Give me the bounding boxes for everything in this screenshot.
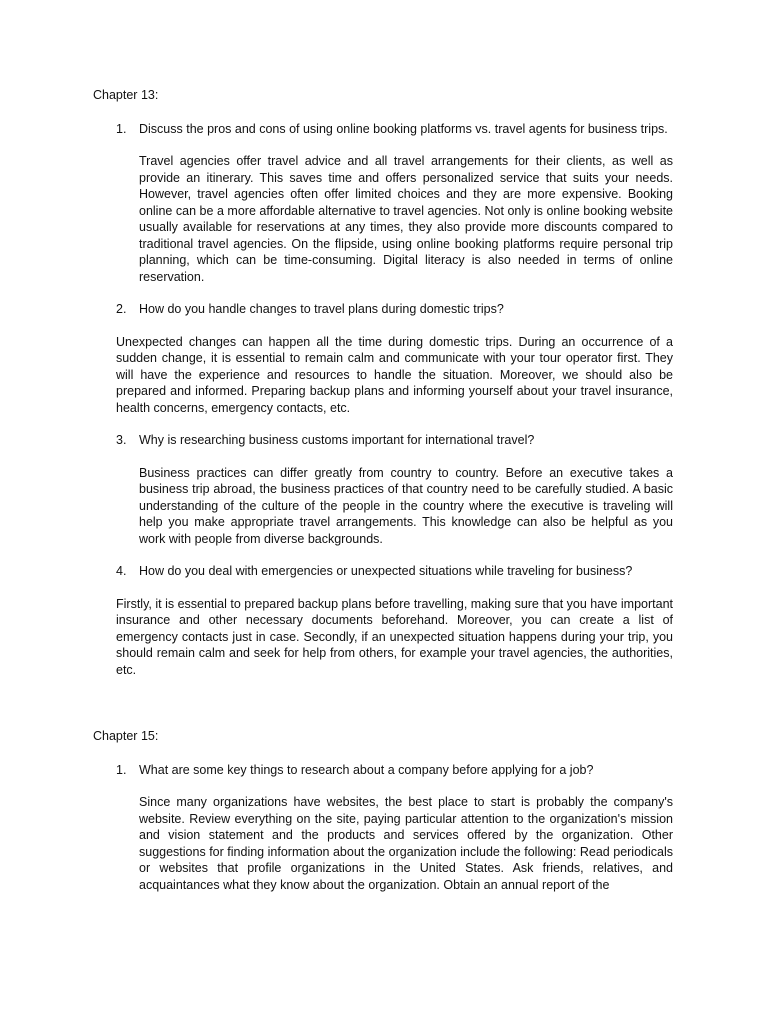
question-number: 4. (116, 564, 127, 578)
chapter-15-answer-1: Since many organizations have websites, the best place to start is probably the company's website. Review everything on the site, paying particular attention to the organization's mission and vision statement and the products and services offered by the organization. Other suggestions for finding information about the organization include the following: Read periodicals or websites that profile organizations in the United States. Ask friends, relatives, and acquaintances what they know about the organization. Obtain an annual report of the (139, 795, 673, 892)
question-text: Why is researching business customs important for international travel? (139, 433, 535, 447)
chapter-13-answer-1: Travel agencies offer travel advice and all travel arrangements for their clients, as well as provide an itinerary. This saves time and offers personalized service that suits your needs. However, travel agencies often offer limited choices and they are more expensive. Booking online can be a more affordable alternative to travel agencies. Not only is online booking website usually available for reservations at any times, they also provide more discounts compared to traditional travel agencies. On the flipside, using online booking platforms require personal trip planning, which can be time-consuming. Digital literacy is also needed in terms of online reservation. (139, 154, 673, 284)
chapter-13-answer-4: Firstly, it is essential to prepared backup plans before travelling, making sure that you have important insurance and other necessary documents beforehand. Moreover, you can create a list of emergency contacts just in case. Secondly, if an unexpected situation happens during your trip, you should remain calm and seek for help from others, for example your travel agencies, the authorities, etc. (116, 596, 673, 677)
question-number: 2. (116, 302, 127, 316)
question-number: 1. (116, 121, 127, 136)
chapter-13-question-4 (93, 563, 673, 580)
question-number: 3. (116, 433, 127, 447)
question-text: How do you handle changes to travel plans during domestic trips? (139, 302, 504, 316)
chapter-13-question-2 (93, 301, 673, 318)
question-number: 1. (116, 762, 127, 777)
chapter-13-question-1 (93, 121, 673, 138)
chapter-15-heading: Chapter 15: (93, 729, 159, 743)
question-text: How do you deal with emergencies or unexpected situations while traveling for business? (139, 564, 633, 578)
chapter-13-answer-3: Business practices can differ greatly from country to country. Before an executive takes a business trip abroad, the business practices of that country need to be carefully studied. A basic understanding of the culture of the people in the country where the executive is traveling will help you make appropriate travel arrangements. This knowledge can also be helpful as you work with people from diverse backgrounds. (139, 465, 673, 546)
chapter-13-answer-2: Unexpected changes can happen all the time during domestic trips. During an occurrence of a sudden change, it is essential to remain calm and communicate with your tour operator first. They will have the experience and resources to handle the situation. Moreover, we should also be prepared and informed. Preparing backup plans and informing yourself about your travel insurance, health concerns, emergency contacts, etc. (116, 334, 673, 415)
chapter-13-question-3 (93, 432, 673, 449)
chapter-15-question-1 (93, 762, 673, 779)
question-text: What are some key things to research about a company before applying for a job? (139, 762, 594, 777)
question-text: Discuss the pros and cons of using online booking platforms vs. travel agents for business trips. (139, 121, 668, 136)
chapter-13-heading: Chapter 13: (93, 88, 159, 102)
